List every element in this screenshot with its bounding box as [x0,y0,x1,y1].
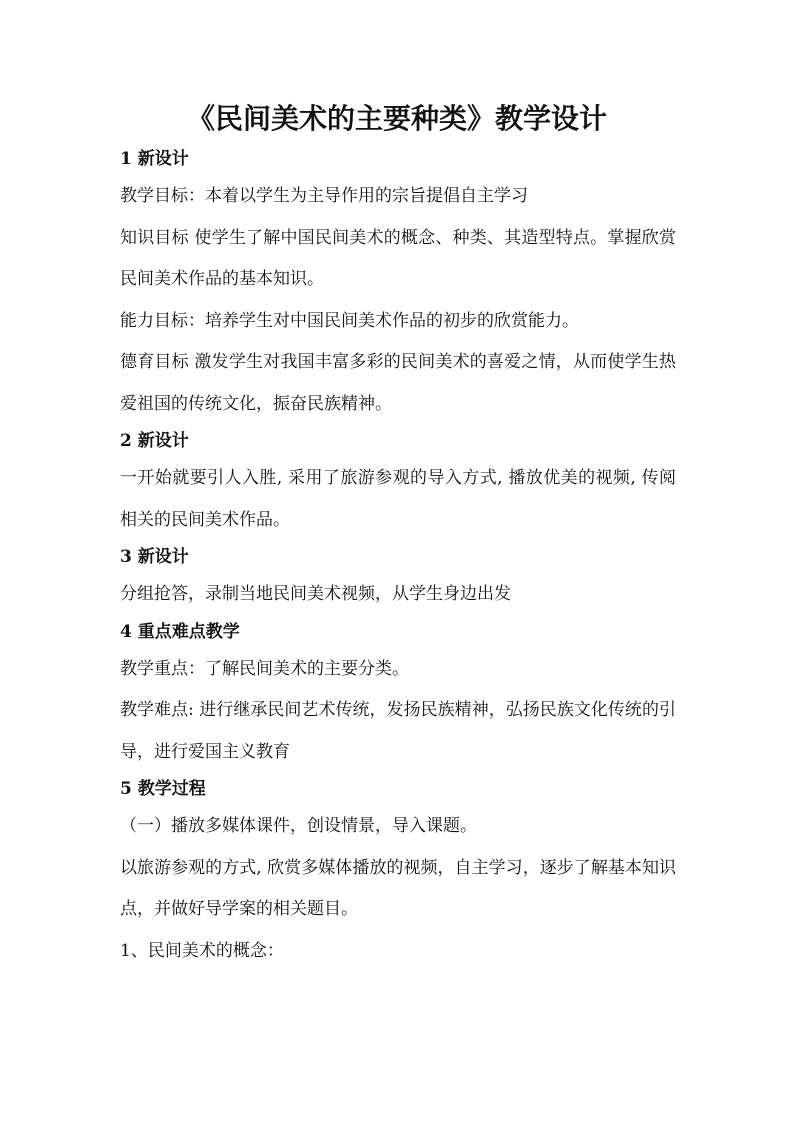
section-1-paragraph-1: 教学目标：本着以学生为主导作用的宗旨提倡自主学习 [120,186,528,206]
section-heading-3: 3 新设计 [120,547,189,567]
section-4-paragraph-2: 教学难点: 进行继承民间艺术传统，发扬民族精神，弘扬民族文化传统的引导，进行爱国主义教育 [120,700,676,762]
section-1-paragraph-2: 知识目标 使学生了解中国民间美术的概念、种类、其造型特点。掌握欣赏民间美术作品的基本知识。 [120,227,676,289]
section-5-paragraph-1: （一）播放多媒体课件，创设情景，导入课题。 [120,816,477,836]
section-1-paragraph-4: 德育目标 激发学生对我国丰富多彩的民间美术的喜爱之情，从而使学生热爱祖国的传统文化，振奋民族精神。 [120,352,676,414]
section-3-paragraph-1: 分组抢答，录制当地民间美术视频，从学生身边出发 [120,584,511,604]
section-1-paragraph-3: 能力目标：培养学生对中国民间美术作品的初步的欣赏能力。 [120,310,579,331]
document-body [120,143,676,972]
section-heading-1: 1 新设计 [120,149,189,169]
section-2-paragraph-1: 一开始就要引人入胜, 采用了旅游参观的导入方式, 播放优美的视频, 传阅相关的民间美术作品。 [120,468,676,530]
section-heading-5: 5 教学过程 [120,779,206,799]
section-5-paragraph-2: 以旅游参观的方式, 欣赏多媒体播放的视频，自主学习，逐步了解基本知识点，并做好导学案的相关题目。 [120,857,676,919]
section-5-paragraph-3: 1、民间美术的概念： [120,940,284,961]
document-title: 《民间美术的主要种类》教学设计 [186,102,607,135]
section-heading-4: 4 重点难点教学 [120,621,240,642]
section-heading-2: 2 新设计 [120,431,189,451]
section-4-paragraph-1: 教学重点：了解民间美术的主要分类。 [120,658,409,679]
